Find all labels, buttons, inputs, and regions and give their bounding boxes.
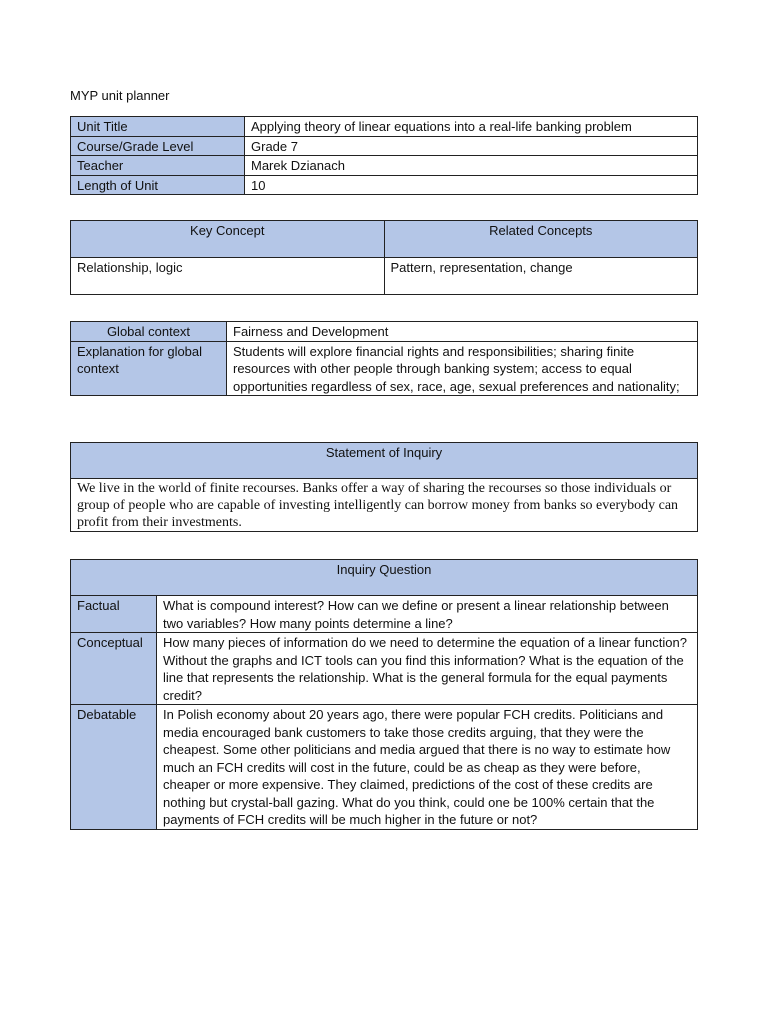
related-concepts-header: Related Concepts: [384, 221, 698, 258]
explanation-value: Students will explore financial rights and responsibilities; sharing finite resources with other people through banking system; access to equal opportunities regardless of sex, race, age, sexual preferences and nationality;: [227, 341, 698, 396]
table-row: [71, 341, 698, 396]
conceptual-label: Conceptual: [71, 633, 157, 705]
unit-info-table: [70, 116, 698, 195]
unit-title-value: Applying theory of linear equations into a real-life banking problem: [245, 117, 698, 137]
unit-length-label: Length of Unit: [71, 175, 245, 195]
statement-text: We live in the world of finite recourses. Banks offer a way of sharing the recourses so those individuals or group of people who are capable of investing intelligently can borrow money from banks so everybody can profit from their investments.: [71, 479, 698, 532]
course-grade-label: Course/Grade Level: [71, 136, 245, 156]
global-context-label: Global context: [71, 322, 227, 342]
explanation-label: Explanation for global context: [71, 341, 227, 396]
inquiry-question-header: Inquiry Question: [71, 560, 698, 596]
inquiry-questions-table: [70, 559, 698, 830]
table-row: [71, 136, 698, 156]
unit-length-value: 10: [245, 175, 698, 195]
table-row: [71, 322, 698, 342]
unit-title-label: Unit Title: [71, 117, 245, 137]
table-row: [71, 633, 698, 705]
table-row: [71, 117, 698, 137]
key-concept-value: Relationship, logic: [71, 258, 385, 295]
factual-text: What is compound interest? How can we define or present a linear relationship between two variables? How many points determine a line?: [157, 596, 698, 633]
statement-header: Statement of Inquiry: [71, 443, 698, 479]
table-row: [71, 705, 698, 830]
table-header-row: [71, 221, 698, 258]
related-concepts-value: Pattern, representation, change: [384, 258, 698, 295]
debatable-text: In Polish economy about 20 years ago, there were popular FCH credits. Politicians and media encouraged bank customers to take those credits arguing, that they were the cheapest. Some other politicians and media argued that there is no way to estimate how much an FCH credits will cost in the future, could be as cheap as they were before, cheaper or more expensive. They claimed, predictions of the cost of these credits are nothing but crystal-ball gazing. What do you think, could one be 100% certain that the payments of FCH credits will be much higher in the future or not?: [157, 705, 698, 830]
concepts-table: [70, 220, 698, 295]
course-grade-value: Grade 7: [245, 136, 698, 156]
conceptual-text: How many pieces of information do we need to determine the equation of a linear function? Without the graphs and ICT tools can you find this information? What is the equation of the line that represents the relationship. What is the general formula for the equal payments credit?: [157, 633, 698, 705]
table-row: [71, 175, 698, 195]
debatable-label: Debatable: [71, 705, 157, 830]
table-row: [71, 479, 698, 532]
teacher-label: Teacher: [71, 156, 245, 176]
global-context-table: [70, 321, 698, 396]
factual-label: Factual: [71, 596, 157, 633]
table-row: [71, 156, 698, 176]
table-header-row: [71, 443, 698, 479]
table-row: [71, 258, 698, 295]
table-row: [71, 596, 698, 633]
statement-of-inquiry-table: [70, 442, 698, 532]
page-title: MYP unit planner: [70, 88, 170, 103]
table-header-row: [71, 560, 698, 596]
key-concept-header: Key Concept: [71, 221, 385, 258]
teacher-value: Marek Dzianach: [245, 156, 698, 176]
global-context-value: Fairness and Development: [227, 322, 698, 342]
